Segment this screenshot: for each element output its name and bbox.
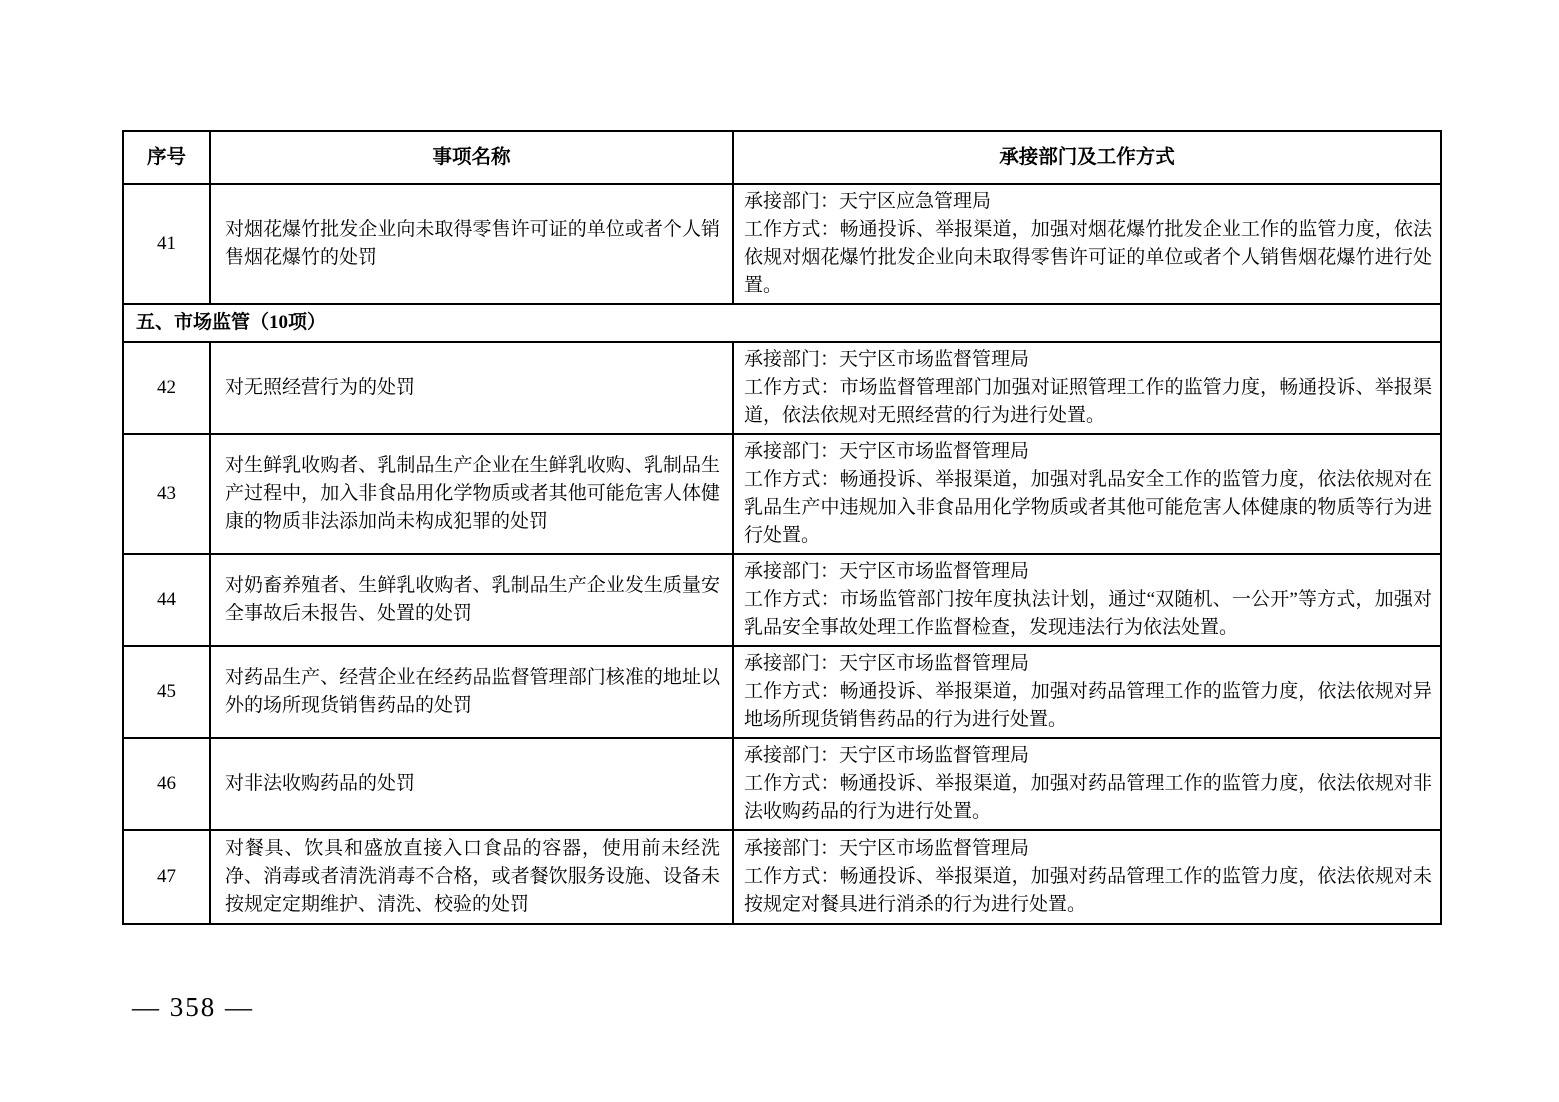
row-serial-number: 46 <box>123 738 210 830</box>
col-header-matter-name: 事项名称 <box>210 131 733 184</box>
dept-and-method-cell <box>733 342 1441 434</box>
matter-name: 对生鲜乳收购者、乳制品生产企业在生鲜乳收购、乳制品生产过程中，加入非食品用化学物质或者其他可能危害人体健康的物质非法添加尚未构成犯罪的处罚 <box>210 434 733 554</box>
row-serial-number: 45 <box>123 646 210 738</box>
table-row <box>123 554 1441 646</box>
row-serial-number: 47 <box>123 830 210 924</box>
dept-line: 承接部门：天宁区市场监督管理局 <box>744 838 1030 859</box>
dept-and-method-cell <box>733 738 1441 830</box>
matters-table <box>122 130 1442 925</box>
table-row <box>123 342 1441 434</box>
matter-name: 对药品生产、经营企业在经药品监督管理部门核准的地址以外的场所现货销售药品的处罚 <box>210 646 733 738</box>
table-row <box>123 434 1441 554</box>
dept-and-method-cell <box>733 184 1441 304</box>
table-header-row <box>123 131 1441 184</box>
row-serial-number: 43 <box>123 434 210 554</box>
dept-line: 承接部门：天宁区市场监督管理局 <box>744 441 1030 462</box>
col-header-dept-method: 承接部门及工作方式 <box>733 131 1441 184</box>
table-row <box>123 646 1441 738</box>
matter-name: 对非法收购药品的处罚 <box>210 738 733 830</box>
matter-name: 对无照经营行为的处罚 <box>210 342 733 434</box>
method-line: 工作方式：畅通投诉、举报渠道，加强对药品管理工作的监管力度，依法依规对非法收购药品的行为进行处置。 <box>744 773 1432 822</box>
method-line: 工作方式：畅通投诉、举报渠道，加强对乳品安全工作的监管力度，依法依规对在乳品生产中违规加入非食品用化学物质或者其他可能危害人体健康的物质等行为进行处置。 <box>744 469 1432 546</box>
col-header-serial: 序号 <box>123 131 210 184</box>
matter-name: 对餐具、饮具和盛放直接入口食品的容器，使用前未经洗净、消毒或者清洗消毒不合格，或者餐饮服务设施、设备未按规定定期维护、清洗、校验的处罚 <box>210 830 733 924</box>
method-line: 工作方式：畅通投诉、举报渠道，加强对药品管理工作的监管力度，依法依规对未按规定对餐具进行消杀的行为进行处置。 <box>744 866 1432 915</box>
dept-line: 承接部门：天宁区市场监督管理局 <box>744 653 1030 674</box>
method-line: 工作方式：畅通投诉、举报渠道，加强对药品管理工作的监管力度，依法依规对异地场所现货销售药品的行为进行处置。 <box>744 681 1432 730</box>
section-header-label: 五、市场监管（10项） <box>123 304 1441 342</box>
dept-and-method-cell <box>733 434 1441 554</box>
table-row <box>123 738 1441 830</box>
matter-name: 对烟花爆竹批发企业向未取得零售许可证的单位或者个人销售烟花爆竹的处罚 <box>210 184 733 304</box>
dept-and-method-cell <box>733 646 1441 738</box>
dept-and-method-cell <box>733 830 1441 924</box>
row-serial-number: 42 <box>123 342 210 434</box>
dept-line: 承接部门：天宁区市场监督管理局 <box>744 745 1030 766</box>
dept-line: 承接部门：天宁区市场监督管理局 <box>744 349 1030 370</box>
table-row <box>123 184 1441 304</box>
row-serial-number: 44 <box>123 554 210 646</box>
table-row <box>123 830 1441 924</box>
section-header-row <box>123 304 1441 342</box>
row-serial-number: 41 <box>123 184 210 304</box>
method-line: 工作方式：市场监管部门按年度执法计划，通过“双随机、一公开”等方式，加强对乳品安全事故处理工作监督检查，发现违法行为依法处置。 <box>744 589 1432 638</box>
method-line: 工作方式：市场监督管理部门加强对证照管理工作的监管力度，畅通投诉、举报渠道，依法依规对无照经营的行为进行处置。 <box>744 377 1432 426</box>
dept-and-method-cell <box>733 554 1441 646</box>
method-line: 工作方式：畅通投诉、举报渠道，加强对烟花爆竹批发企业工作的监管力度，依法依规对烟花爆竹批发企业向未取得零售许可证的单位或者个人销售烟花爆竹进行处置。 <box>744 219 1432 296</box>
page-number: — 358 — <box>132 992 254 1022</box>
matter-name: 对奶畜养殖者、生鲜乳收购者、乳制品生产企业发生质量安全事故后未报告、处置的处罚 <box>210 554 733 646</box>
dept-line: 承接部门：天宁区市场监督管理局 <box>744 561 1030 582</box>
dept-line: 承接部门：天宁区应急管理局 <box>744 191 992 212</box>
